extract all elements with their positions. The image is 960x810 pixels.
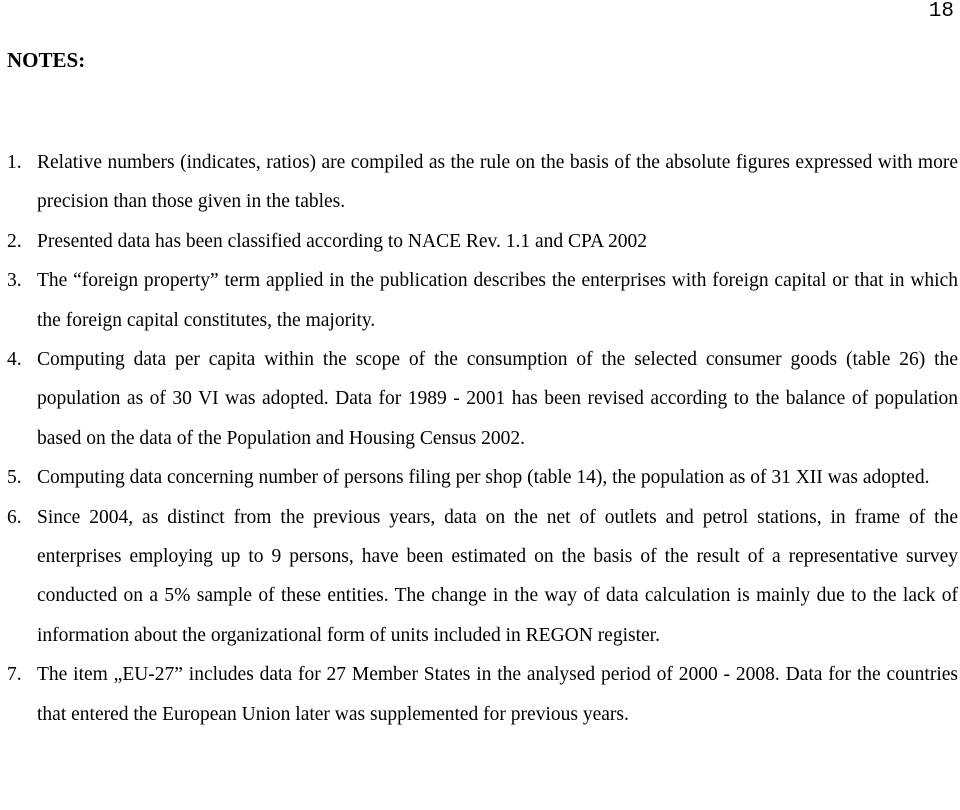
note-item-6 (0, 498, 960, 656)
note-number: 5. (7, 467, 22, 489)
note-text: Since 2004, as distinct from the previous years, data on the net of outlets and petrol stations, in frame of the enterprises employing up to 9 persons, have been estimated on the basis of the result of a representative survey conducted on a 5% sample of these entities. The change in the way of data calculation is mainly due to the lack of information about the organizational form of units included in REGON register. (37, 506, 958, 646)
page-number: 18 (928, 0, 954, 23)
note-item-7 (0, 655, 960, 734)
note-item-5 (0, 458, 960, 497)
note-text: The item „EU-27” includes data for 27 Member States in the analysed period of 2000 - 2008. Data for the countries that entered the European Union later was supplemented for previous years. (37, 664, 958, 725)
notes-list (0, 143, 960, 734)
notes-heading: NOTES: (7, 48, 86, 72)
note-number: 6. (7, 506, 22, 528)
note-text: Presented data has been classified according to NACE Rev. 1.1 and CPA 2002 (37, 230, 647, 252)
note-text: Computing data concerning number of persons filing per shop (table 14), the population as of 31 XII was adopted. (37, 467, 930, 489)
note-number: 2. (7, 230, 22, 252)
note-number: 4. (7, 349, 22, 371)
note-number: 1. (7, 152, 22, 173)
note-item-2 (0, 222, 960, 261)
note-text: The “foreign property” term applied in the publication describes the enterprises with foreign capital or that in which the foreign capital constitutes, the majority. (37, 270, 958, 331)
note-number: 7. (7, 664, 22, 686)
note-item-4 (0, 340, 960, 458)
note-item-1 (0, 143, 960, 222)
note-number: 3. (7, 270, 22, 292)
note-text: Computing data per capita within the scope of the consumption of the selected consumer goods (table 26) the population as of 30 VI was adopted. Data for 1989 - 2001 has been revised according to the balance of population based on the data of the Population and Housing Census 2002. (37, 349, 958, 449)
note-item-3 (0, 261, 960, 340)
note-text: Relative numbers (indicates, ratios) are compiled as the rule on the basis of the absolute figures expressed with more precision than those given in the tables. (37, 152, 958, 213)
